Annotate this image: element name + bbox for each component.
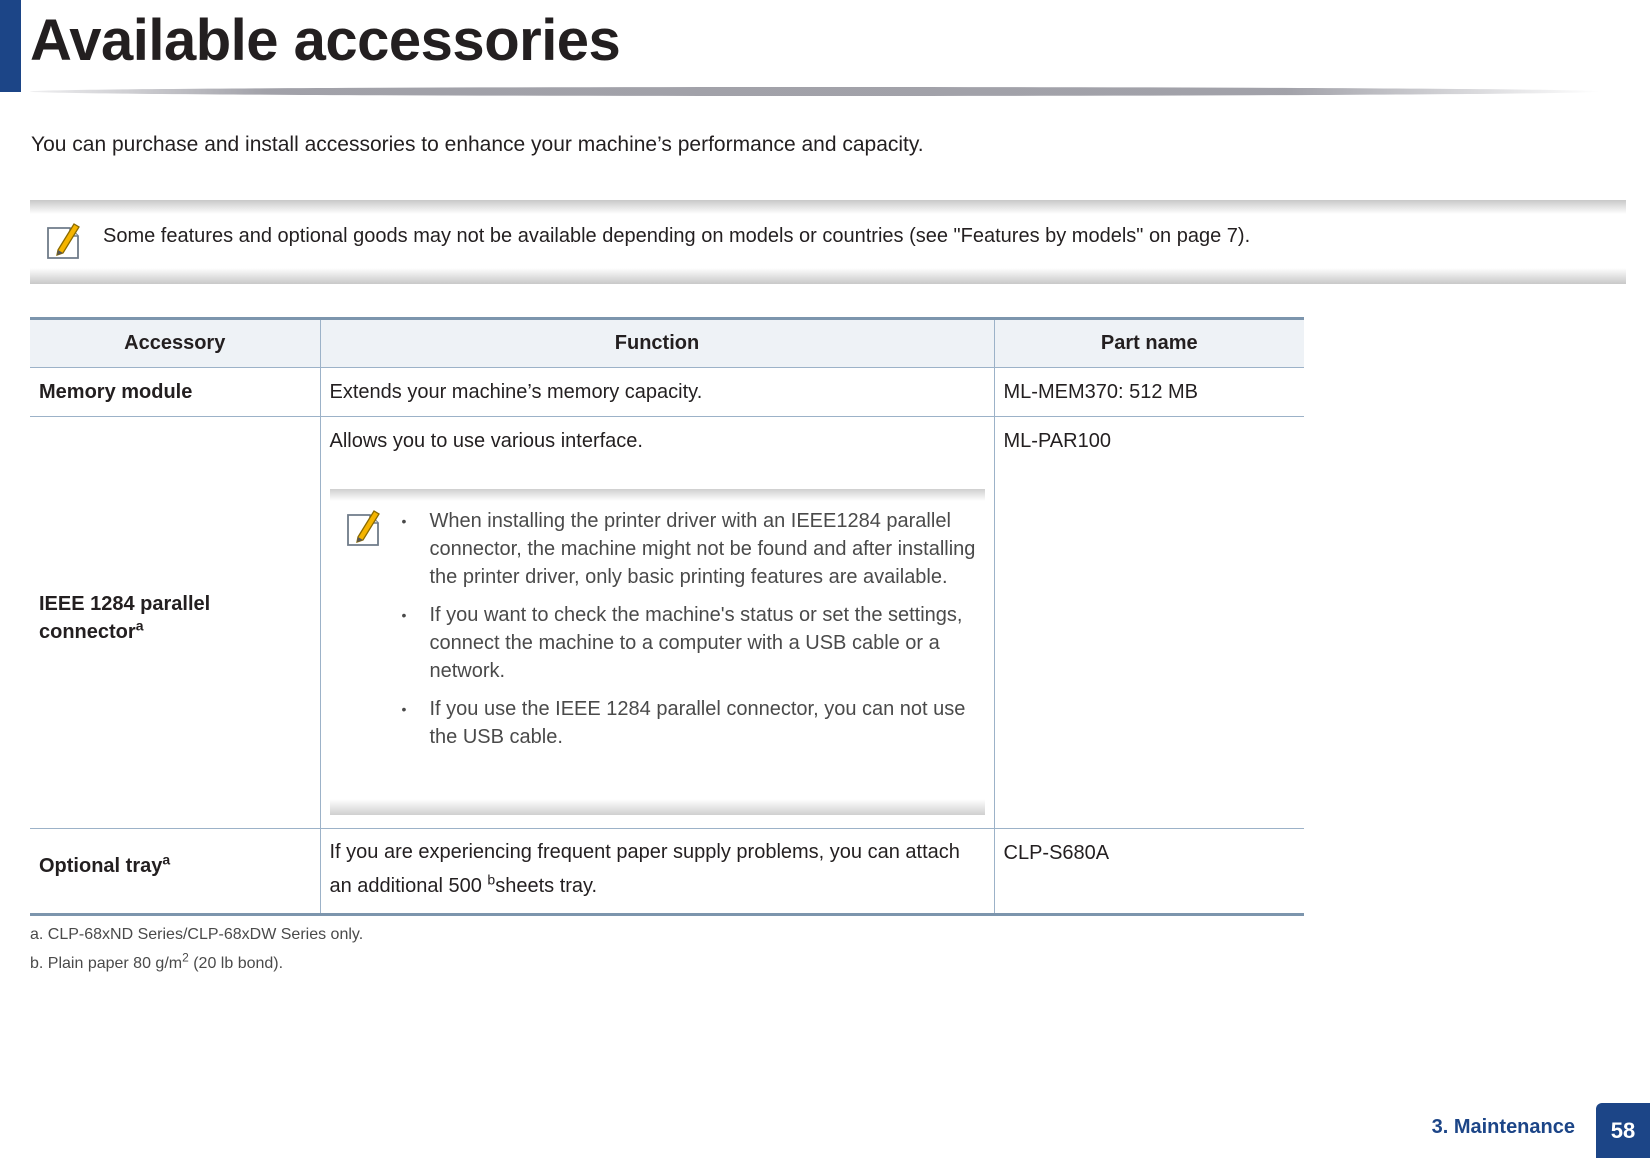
footnote-b-text: b. Plain paper 80 g/m — [30, 955, 183, 972]
footnote-a: a. CLP-68xND Series/CLP-68xDW Series only. — [30, 926, 364, 943]
accessory-name: IEEE 1284 parallel connector — [39, 592, 211, 643]
function-text-end: sheets tray. — [495, 875, 598, 897]
column-header-function: Function — [320, 319, 994, 368]
list-item: • When installing the printer driver with an IEEE1284 parallel connector, the machine might not be found and after installing the printer driver, only basic printing features are available. — [402, 507, 985, 591]
table-row — [30, 368, 1304, 417]
footnote-ref-a: a — [162, 851, 171, 868]
note-pencil-icon — [344, 507, 384, 549]
header-accent-bar — [0, 0, 21, 92]
note-text: Some features and optional goods may not be available depending on models or countries (see "Features by models" on page 7). — [103, 225, 1251, 247]
part-name-cell: ML-PAR100 — [994, 417, 1304, 829]
function-cell — [320, 829, 994, 915]
function-cell: Extends your machine’s memory capacity. — [320, 368, 994, 417]
accessory-cell — [30, 417, 320, 829]
footer-section-label: 3. Maintenance — [1431, 1116, 1575, 1138]
part-name-cell: ML-MEM370: 512 MB — [994, 368, 1304, 417]
function-cell — [320, 417, 994, 829]
table-row — [30, 829, 1304, 915]
list-item: • If you use the IEEE 1284 parallel connector, you can not use the USB cable. — [402, 695, 985, 751]
note-banner — [30, 200, 1626, 284]
footnote-b-text-end: (20 lb bond). — [188, 955, 284, 972]
table-row — [30, 417, 1304, 829]
footnote-b — [30, 949, 363, 978]
accessories-table — [30, 317, 1304, 916]
list-item: • If you want to check the machine's status or set the settings, connect the machine to a computer with a USB cable or a network. — [402, 601, 985, 685]
footnote-ref-a: a — [135, 616, 144, 633]
note-list — [402, 507, 985, 761]
column-header-accessory: Accessory — [30, 319, 320, 368]
intro-text: You can purchase and install accessories to enhance your machine’s performance and capacity. — [31, 133, 924, 156]
part-name-cell: CLP-S680A — [994, 829, 1304, 915]
function-text: If you are experiencing frequent paper supply problems, you can attach an additional 500 — [329, 841, 960, 897]
inner-note-box — [330, 489, 985, 815]
column-header-part-name: Part name — [994, 319, 1304, 368]
footnote-ref-b: b — [487, 871, 496, 888]
footnotes — [30, 920, 363, 978]
table-header-row — [30, 319, 1304, 368]
footnote-b-superscript: 2 — [182, 950, 189, 965]
page-title: Available accessories — [30, 8, 621, 73]
note-pencil-icon — [44, 220, 84, 262]
title-underline — [30, 87, 1600, 96]
accessory-cell — [30, 829, 320, 915]
accessory-name: Optional tray — [39, 855, 163, 877]
function-text: Allows you to use various interface. — [329, 430, 643, 452]
page-number: 58 — [1596, 1103, 1650, 1158]
accessory-cell: Memory module — [30, 368, 320, 417]
